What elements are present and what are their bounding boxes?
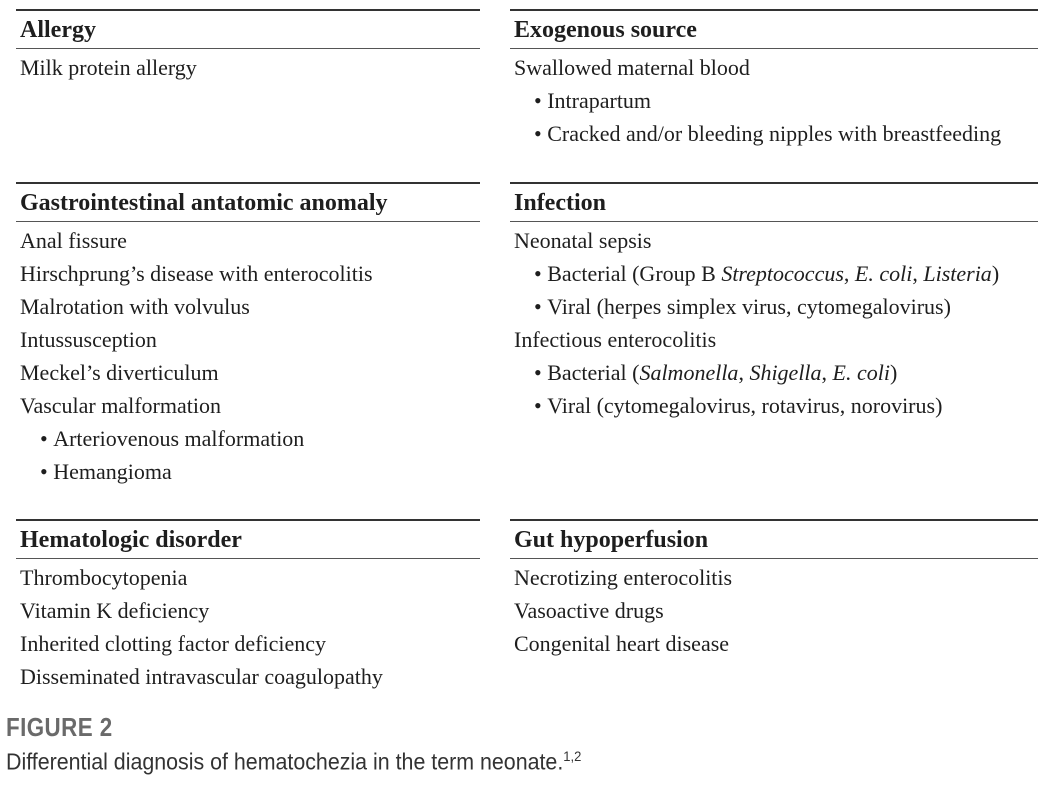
panel-infection [510, 182, 1038, 422]
italic-term: E. coli [832, 360, 890, 385]
list-item [514, 627, 1038, 660]
panel-title: Gastrointestinal antatomic anomaly [16, 182, 480, 222]
italic-term: Streptococcus [721, 261, 844, 286]
panel-title: Hematologic disorder [16, 519, 480, 559]
sub-list-item [20, 455, 480, 488]
text-run: Thrombocytopenia [20, 565, 188, 590]
list-item [20, 290, 480, 323]
list-item [514, 594, 1038, 627]
figure-caption-text: Differential diagnosis of hematochezia in the term neonate. [6, 748, 564, 775]
list-item [20, 323, 480, 356]
text-run: Bacterial ( [547, 360, 640, 385]
list-item [20, 627, 480, 660]
text-run: Congenital heart disease [514, 631, 730, 656]
figure-caption [6, 748, 581, 776]
italic-term: Shigella [749, 360, 822, 385]
list-item [20, 389, 480, 422]
figure-caption-refs: 1,2 [563, 748, 582, 764]
text-run: , [738, 360, 750, 385]
figure-label: FIGURE 2 [6, 712, 113, 742]
text-run: Necrotizing enterocolitis [514, 565, 733, 590]
text-run: Swallowed maternal blood [514, 55, 750, 80]
panel-title: Infection [510, 182, 1038, 222]
sub-list-item [20, 422, 480, 455]
text-run: Inherited clotting factor deficiency [20, 631, 327, 656]
italic-term: Listeria [923, 261, 992, 286]
panel-allergy [16, 9, 480, 84]
panel-exogenous-source [510, 9, 1038, 150]
text-run: Vasoactive drugs [514, 598, 664, 623]
text-run: Hirschprung’s disease with enterocolitis [20, 261, 373, 286]
list-item [514, 561, 1038, 594]
text-run: Vitamin K deficiency [20, 598, 210, 623]
text-run: Anal fissure [20, 228, 127, 253]
panel-title: Exogenous source [510, 9, 1038, 49]
panel-title: Allergy [16, 9, 480, 49]
list-item [20, 356, 480, 389]
panel-gi-anomaly [16, 182, 480, 488]
list-item [20, 594, 480, 627]
panel-items [510, 222, 1038, 422]
list-item [514, 51, 1038, 84]
panel-title: Gut hypoperfusion [510, 519, 1038, 559]
italic-term: Salmonella [639, 360, 739, 385]
text-run: Viral (cytomegalovirus, rotavirus, norovirus) [547, 393, 943, 418]
text-run: ) [991, 261, 1000, 286]
text-run: Intrapartum [547, 88, 652, 113]
text-run: Neonatal sepsis [514, 228, 652, 253]
sub-list-item [514, 389, 1038, 422]
panel-items [510, 559, 1038, 660]
panel-items [16, 49, 480, 84]
list-item [20, 257, 480, 290]
text-run: Intussusception [20, 327, 157, 352]
panel-items [510, 49, 1038, 150]
text-run: Cracked and/or bleeding nipples with breastfeeding [547, 121, 1002, 146]
text-run: , [821, 360, 833, 385]
panel-items [16, 559, 480, 693]
list-item [20, 561, 480, 594]
text-run: Bacterial (Group B [547, 261, 722, 286]
sub-list-item [514, 84, 1038, 117]
text-run: , [912, 261, 924, 286]
list-item [514, 323, 1038, 356]
text-run: Disseminated intravascular coagulopathy [20, 664, 383, 689]
text-run: Vascular malformation [20, 393, 221, 418]
list-item [514, 224, 1038, 257]
list-item [20, 660, 480, 693]
italic-term: E. coli [854, 261, 913, 286]
panel-items [16, 222, 480, 488]
sub-list-item [514, 356, 1038, 389]
sub-list-item [514, 117, 1038, 150]
text-run: Hemangioma [53, 459, 172, 484]
text-run: Arteriovenous malformation [53, 426, 305, 451]
text-run: Viral (herpes simplex virus, cytomegalovirus) [547, 294, 951, 319]
text-run: , [843, 261, 855, 286]
sub-list-item [514, 257, 1038, 290]
text-run: Infectious enterocolitis [514, 327, 717, 352]
list-item [20, 51, 480, 84]
text-run: ) [889, 360, 898, 385]
list-item [20, 224, 480, 257]
text-run: Milk protein allergy [20, 55, 197, 80]
panel-hematologic [16, 519, 480, 693]
panel-gut-hypoperfusion [510, 519, 1038, 660]
text-run: Malrotation with volvulus [20, 294, 250, 319]
sub-list-item [514, 290, 1038, 323]
text-run: Meckel’s diverticulum [20, 360, 219, 385]
